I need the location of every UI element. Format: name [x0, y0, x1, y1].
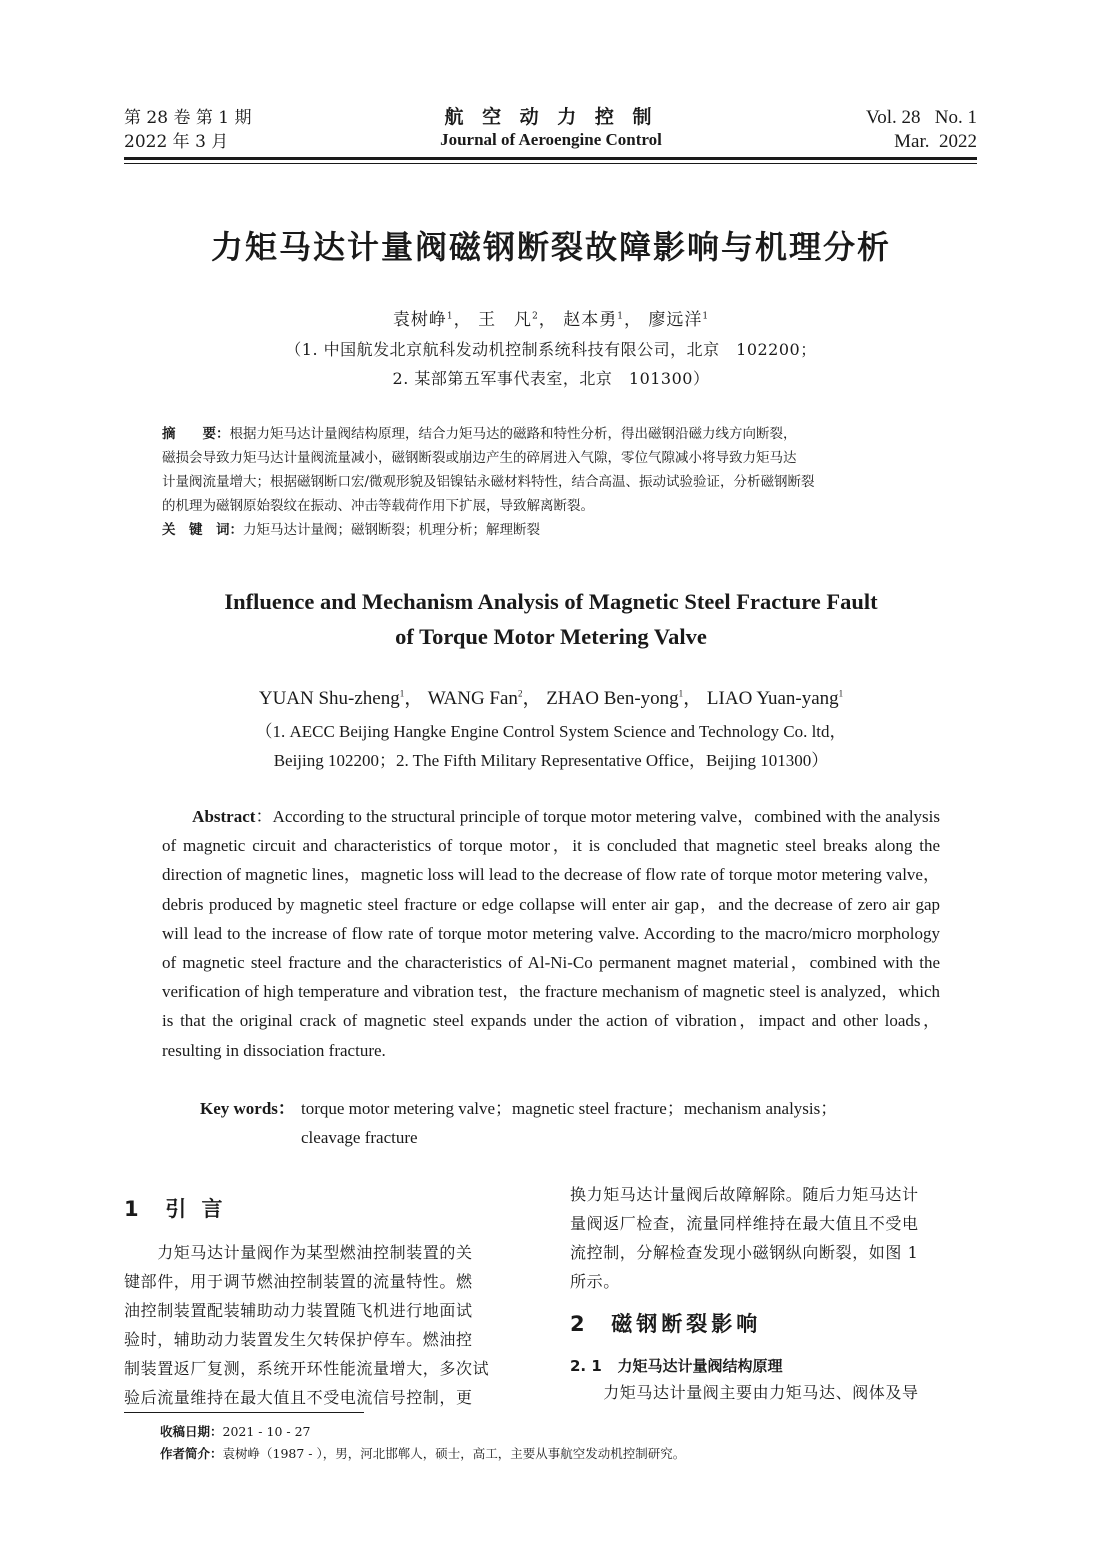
journal-name-cn: 航 空 动 力 控 制 — [444, 106, 658, 128]
keywords-en-line2: cleavage fracture — [301, 1128, 418, 1147]
authors-cn — [0, 305, 1102, 330]
author-cn: 赵本勇 — [563, 310, 618, 330]
abstract-cn — [162, 422, 942, 542]
author-affil-mark: 1 — [678, 688, 684, 699]
received-date: 2021 - 10 - 27 — [222, 1424, 311, 1439]
paper-title-cn: 力矩马达计量阀磁钢断裂故障影响与机理分析 — [210, 228, 891, 266]
section-heading-2 — [570, 1308, 761, 1338]
author-sep: ， — [683, 688, 703, 709]
paper-title-en — [0, 584, 1102, 654]
journal-name-en: Journal of Aeroengine Control — [440, 130, 662, 149]
section-title: 引 言 — [165, 1197, 227, 1221]
keywords-cn: 力矩马达计量阀；磁钢断裂；机理分析；解理断裂 — [243, 522, 540, 538]
author-en: ZHAO Ben-yong — [546, 688, 679, 709]
body-line: 制装置返厂复测，系统开环性能流量增大，多次试 — [124, 1359, 490, 1378]
header-rule-thin — [124, 163, 977, 164]
received-label: 收稿日期： — [160, 1424, 223, 1439]
body-line: 力矩马达计量阀作为某型燃油控制装置的关 — [124, 1243, 473, 1262]
author-affil-mark: 1 — [702, 311, 710, 322]
subsection-title: 力矩马达计量阀结构原理 — [617, 1357, 783, 1375]
subsection-body-line: 力矩马达计量阀主要由力矩马达、阀体及导 — [570, 1383, 919, 1402]
affiliation-en-line2: Beijing 102200；2. The Fifth Military Representative Office，Beijing 101300） — [273, 751, 829, 770]
paper-title-en-line2: of Torque Motor Metering Valve — [395, 624, 707, 649]
author-cn: 袁树峥 — [392, 310, 447, 330]
author-sep: ， — [404, 688, 424, 709]
author-affil-mark: 2 — [532, 311, 539, 322]
volume-issue-cn: 第 28 卷 第 1 期 — [124, 108, 252, 128]
section-title: 磁钢断裂影响 — [611, 1312, 762, 1336]
abstract-cn-line: 磁损会导致力矩马达计量阀流量减小，磁钢断裂或崩边产生的碎屑进入气隙，零位气隙减小将导致力矩马达 — [162, 450, 797, 466]
affiliation-cn-line2: 2. 某部第五军事代表室，北京 101300） — [392, 369, 710, 388]
section1-body — [124, 1238, 534, 1412]
section-heading-1 — [124, 1193, 227, 1223]
abstract-en-label: Abstract — [192, 807, 256, 826]
author-cn: 廖远洋 — [648, 310, 703, 330]
footnote-rule — [124, 1412, 364, 1413]
abstract-cn-line: 计量阀流量增大；根据磁钢断口宏/微观形貌及铝镍钴永磁材料特性，结合高温、振动试验验证，分析磁钢断裂 — [162, 474, 815, 490]
abstract-en-text: According to the structural principle of torque motor metering valve，combined with the analysis of magnetic circuit and characteristics of torque motor，it is concluded that magnetic steel breaks along the direction of magnetic lines，magnetic loss will lead to the decrease of flow rate of torque motor metering valve，debris produced by magnetic steel fracture or edge collapse will enter air gap，and the decrease of zero air gap will lead to the increase of flow rate of torque motor metering valve. According to the macro/micro morphology of magnetic steel fracture and the characteristics of Al-Ni-Co permanent magnet material，combined with the verification of high temperature and vibration test，the fracture mechanism of magnetic steel is analyzed，which is that the original crack of magnetic steel expands under the action of vibration，impact and other loads，resulting in dissociation fracture. — [162, 807, 940, 1060]
author-en: YUAN Shu-zheng — [258, 688, 400, 709]
section-number: 2 — [570, 1312, 589, 1336]
author-sep: ， — [538, 310, 557, 330]
bio-text: 袁树峥（1987 - ），男，河北邯郸人，硕士，高工，主要从事航空发动机控制研究。 — [222, 1446, 686, 1461]
body-line: 验后流量维持在最大值且不受电流信号控制，更 — [124, 1388, 473, 1407]
author-en: WANG Fan — [427, 688, 518, 709]
keywords-en-line1: torque motor metering valve；magnetic steel fracture；mechanism analysis； — [301, 1099, 838, 1118]
footnote-received — [160, 1421, 310, 1443]
affiliation-cn-line1: （1. 中国航发北京航科发动机控制系统科技有限公司，北京 102200； — [285, 340, 817, 359]
date-cn: 2022 年 3 月 — [124, 132, 229, 152]
author-en: LIAO Yuan-yang — [706, 688, 839, 709]
section-number: 1 — [124, 1197, 143, 1221]
abstract-cn-label: 摘 要： — [162, 426, 230, 442]
volume-issue-en: Vol. 28 No. 1 — [865, 107, 977, 128]
body-line: 量阀返厂检查，流量同样维持在最大值且不受电 — [570, 1214, 919, 1233]
body-line: 键部件，用于调节燃油控制装置的流量特性。燃 — [124, 1272, 473, 1291]
author-sep: ， — [623, 310, 642, 330]
keywords-en-label: Key words： — [200, 1099, 295, 1118]
paper-title-en-line1: Influence and Mechanism Analysis of Magnetic Steel Fracture Fault — [224, 589, 878, 614]
body-line: 油控制装置配装辅助动力装置随飞机进行地面试 — [124, 1301, 473, 1320]
body-line: 验时，辅助动力装置发生欠转保护停车。燃油控 — [124, 1330, 473, 1349]
date-en: Mar. 2022 — [894, 131, 977, 152]
author-affil-mark: 1 — [399, 688, 405, 699]
header-rule-thick — [124, 157, 977, 160]
body-line: 所示。 — [570, 1272, 620, 1291]
author-sep: ， — [453, 310, 472, 330]
bio-label: 作者简介： — [160, 1446, 223, 1461]
abstract-en-colon: ： — [255, 807, 273, 826]
right-column-body — [570, 1180, 978, 1296]
author-sep: ， — [522, 688, 542, 709]
author-affil-mark: 2 — [517, 688, 523, 699]
authors-en — [0, 683, 1102, 710]
footnote-bio — [160, 1443, 685, 1465]
subsection-heading-2-1 — [570, 1355, 782, 1376]
keywords-cn-label: 关 键 词： — [162, 522, 243, 538]
affiliation-en-line1: （1. AECC Beijing Hangke Engine Control System Science and Technology Co. ltd， — [255, 722, 847, 741]
subsection-number: 2. 1 — [570, 1357, 602, 1375]
body-line: 换力矩马达计量阀后故障解除。随后力矩马达计 — [570, 1185, 919, 1204]
abstract-cn-line: 根据力矩马达计量阀结构原理，结合力矩马达的磁路和特性分析，得出磁钢沿磁力线方向断裂， — [229, 426, 797, 442]
abstract-cn-line: 的机理为磁钢原始裂纹在振动、冲击等载荷作用下扩展，导致解离断裂。 — [162, 498, 594, 514]
body-line: 流控制，分解检查发现小磁钢纵向断裂，如图 1 — [570, 1243, 919, 1262]
author-affil-mark: 1 — [617, 311, 624, 322]
author-cn: 王 凡 — [478, 310, 533, 330]
author-affil-mark: 1 — [838, 688, 844, 699]
abstract-en — [162, 802, 940, 1065]
keywords-en — [200, 1094, 945, 1147]
author-affil-mark: 1 — [446, 311, 454, 322]
